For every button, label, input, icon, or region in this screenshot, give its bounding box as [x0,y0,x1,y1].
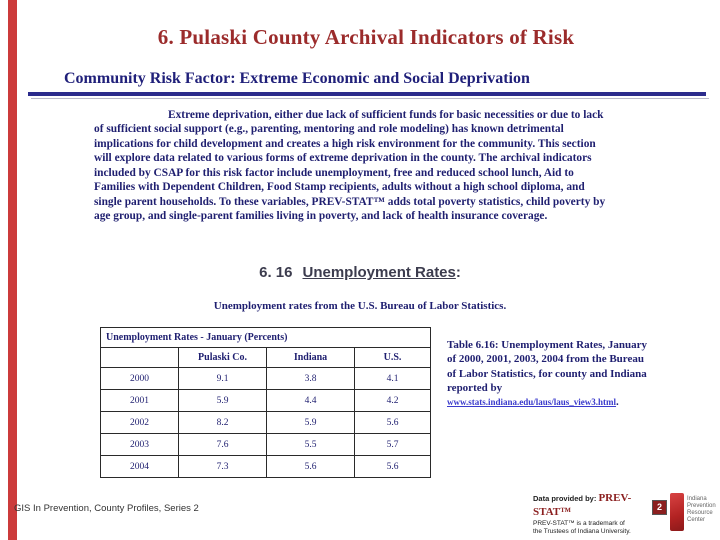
value-cell: 5.5 [267,434,355,456]
unemployment-table [100,327,431,478]
footer-series-label: GIS In Prevention, County Profiles, Series 2 [14,503,199,514]
table-body [101,368,431,478]
table-header-row [101,348,431,368]
year-cell: 2000 [101,368,179,390]
section-heading [0,264,720,281]
table-row [101,434,431,456]
year-cell: 2002 [101,412,179,434]
iprc-logo-text [687,496,716,524]
value-cell: 9.1 [179,368,267,390]
body-paragraph: Extreme deprivation, either due lack of sufficient funds for basic necessities or due to lack of sufficient social support (e.g., parenting, mentoring and role modeling) has known detrimental implications for child development and creates a high risk environment for the community. This section will explore data related to various forms of extreme deprivation in the county. The archival indicators included by CSAP for this risk factor include unemployment, free and reduced school lunch, Aid to Families with Dependent Children, Food Stamp recipients, adults without a high school diploma, and single parent households. To these variables, PREV-STAT™ adds total poverty statistics, child poverty by age group, and single-parent families living in poverty, and lack of health insurance coverage. [94,109,606,223]
table-row [101,390,431,412]
table-title: Unemployment Rates - January (Percents) [101,328,431,348]
data-provided-line [533,492,651,520]
section-number: 6. 16 [259,264,293,281]
value-cell: 8.2 [179,412,267,434]
col-header-indiana: Indiana [267,348,355,368]
divider-rule-shadow [31,98,709,99]
section-title: Unemployment Rates [302,264,456,281]
iprc-logo-text-line: Prevention [687,503,716,509]
year-cell: 2004 [101,456,179,478]
value-cell: 4.2 [355,390,431,412]
data-provided-label: Data provided by: [533,494,599,503]
year-cell: 2003 [101,434,179,456]
value-cell: 5.9 [179,390,267,412]
year-cell: 2001 [101,390,179,412]
value-cell: 3.8 [267,368,355,390]
trademark-note-line2: the Trustees of Indiana University. [533,527,631,535]
value-cell: 5.7 [355,434,431,456]
prevstat-brand: PREV-STAT™ [533,492,632,518]
value-cell: 5.6 [267,456,355,478]
value-cell: 7.3 [179,456,267,478]
col-header-blank [101,348,179,368]
value-cell: 4.4 [267,390,355,412]
table-row [101,412,431,434]
value-cell: 5.9 [267,412,355,434]
iprc-logo-text-line: Resource Center [687,510,713,523]
table-title-row [101,328,431,348]
value-cell: 5.6 [355,456,431,478]
footer-attribution [533,492,651,536]
value-cell: 7.6 [179,434,267,456]
col-header-us: U.S. [355,348,431,368]
iprc-logo-mark [670,493,684,531]
page-number: 2 [652,500,667,515]
page-title: 6. Pulaski County Archival Indicators of Risk [157,25,575,49]
table-source-note [447,338,653,409]
iprc-logo-text-line: Indiana [687,496,707,502]
slide-subtitle: Community Risk Factor: Extreme Economic and Social Deprivation [64,70,530,87]
value-cell: 5.6 [355,412,431,434]
divider-rule [28,92,706,96]
table-row [101,456,431,478]
source-note-suffix: . [616,396,619,409]
value-cell: 4.1 [355,368,431,390]
section-colon: : [455,264,461,281]
table-caption: Unemployment rates from the U.S. Bureau of Labor Statistics. [213,300,507,312]
table-row [101,368,431,390]
iprc-logo [670,493,714,533]
col-header-pulaski: Pulaski Co. [179,348,267,368]
source-link[interactable]: www.stats.indiana.edu/laus/laus_view3.html [447,397,617,408]
source-note-text: Table 6.16: Unemployment Rates, January of 2000, 2001, 2003, 2004 from the Bureau of Labor Statistics, for county and Indiana reported by [447,339,648,394]
trademark-note-line1: PREV-STAT™ is a trademark of [533,519,625,527]
